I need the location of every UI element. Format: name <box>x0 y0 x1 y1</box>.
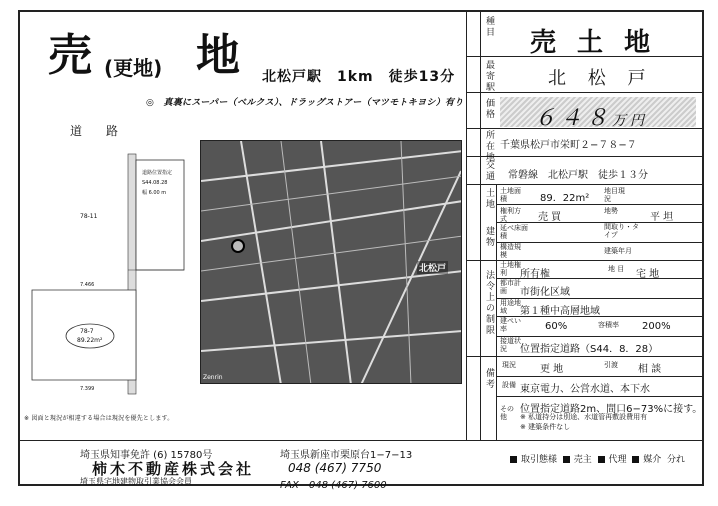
far-label: 容積率 <box>598 321 619 329</box>
land-rights-label: 権利方式 <box>500 207 521 223</box>
price-unit: 万円 <box>612 113 649 129</box>
other-value-2: ※ 私道持分は別途、水道管再敷設費用有 <box>520 413 648 421</box>
property-kind: 売 土 地 <box>530 28 657 58</box>
deal-types <box>510 452 685 465</box>
coverage-label: 建ぺい率 <box>500 317 521 333</box>
checkbox-square-icon <box>632 456 639 463</box>
far-value: 200% <box>642 321 671 332</box>
other-value-1: 位置指定道路2m、間口6−73%に接す。 <box>520 404 703 415</box>
road-access-label: 接道状況 <box>500 337 521 353</box>
lot-area: 89.22m² <box>77 337 103 344</box>
bldg-layout-label: 間取り・タイプ <box>604 223 639 239</box>
lot-number: 78-7 <box>80 328 94 335</box>
label-legal: 法令上の制限 <box>484 270 494 336</box>
handover-label: 引渡 <box>604 361 618 369</box>
other-label: その他 <box>500 405 514 421</box>
footer-fax: FAX 048 (467) 7600 <box>280 480 387 491</box>
status-value: 更 地 <box>540 364 564 375</box>
headline-land: 地 <box>196 30 240 81</box>
permit-box <box>136 160 184 270</box>
city-plan-label: 都市計画 <box>500 279 521 295</box>
footer-tel: 048 (467) 7750 <box>288 461 382 475</box>
deal-type-seller: 売主 <box>573 455 592 465</box>
label-building: 建物 <box>484 226 494 248</box>
headline-station-access: 北松戸駅 1km 徒歩13分 <box>262 69 456 85</box>
footer-license: 埼玉県知事免許 (6) 15780号 <box>80 450 213 461</box>
utilities-label: 設備 <box>502 381 516 389</box>
label-transport: 交通 <box>484 160 494 182</box>
price-number: ６４８ <box>534 106 613 131</box>
checkbox-square-icon <box>598 456 605 463</box>
land-road-label: 地目現況 <box>604 187 625 203</box>
status-label: 現況 <box>502 361 516 369</box>
city-plan-value: 市街化区域 <box>520 287 570 298</box>
nearby-note: ◎ 真裏にスーパー（ベルクス）、ドラッグストアー（マツモトキヨシ）有り <box>146 98 464 108</box>
dim-bottom: 7.399 <box>80 386 95 392</box>
headline-type: (更地) <box>104 56 163 80</box>
footer-association: 埼玉県宅地建物取引業協会会員 <box>80 477 192 486</box>
price-value <box>534 101 648 132</box>
lot-width-top: 78-11 <box>80 213 98 220</box>
other-value-3: ※ 建築条件なし <box>520 423 571 431</box>
deal-type-split: 分れ <box>667 455 686 465</box>
coverage-value: 60% <box>545 321 568 332</box>
deal-type-agent: 代理 <box>608 455 627 465</box>
footer-address: 埼玉県新座市栗原台1−7−13 <box>280 450 413 461</box>
footer-divider <box>18 440 704 441</box>
label-kind: 種目 <box>484 16 494 38</box>
zoning-label: 用途地域 <box>500 299 521 315</box>
land-category-label: 地 目 <box>608 265 625 273</box>
svg-text:S44.08.28: S44.08.28 <box>142 180 168 186</box>
area-map <box>200 140 462 384</box>
svg-text:幅 6.00 m: 幅 6.00 m <box>142 190 167 196</box>
checkbox-square-icon <box>510 456 517 463</box>
zoning-value: 第１種中高層地域 <box>520 306 600 317</box>
dim-top: 7.466 <box>80 282 95 288</box>
footer-company: 柿木不動産株式会社 <box>92 460 255 478</box>
land-area-label: 土地面積 <box>500 187 521 203</box>
bldg-area-label: 延べ床面積 <box>500 224 528 240</box>
label-remarks: 備考 <box>484 368 494 390</box>
sketch-footnote: ※ 図面と現況が相違する場合は現況を優先とします。 <box>24 415 174 422</box>
label-price: 価格 <box>484 98 494 120</box>
handover-value: 相 談 <box>638 364 662 375</box>
main-divider <box>466 10 467 440</box>
land-category-value: 宅 地 <box>636 269 660 280</box>
land-area-value: 89．22m² <box>540 193 590 204</box>
location-pin-icon <box>231 239 245 253</box>
lot-sketch <box>20 140 200 410</box>
map-station-label: 北松戸 <box>417 261 448 274</box>
road-label: 道 路 <box>70 124 125 138</box>
nearest-station: 北 松 戸 <box>548 68 654 89</box>
permit-text: 道路位置指定 <box>142 170 173 176</box>
land-rights-value: 売 買 <box>538 212 562 223</box>
utilities-value: 東京電力、公営水道、本下水 <box>520 384 650 395</box>
checkbox-square-icon <box>563 456 570 463</box>
road-access-value: 位置指定道路（S44．8．28） <box>520 344 659 355</box>
bldg-date-label: 建築年月 <box>604 247 632 255</box>
deal-type-label: 取引態様 <box>521 455 558 465</box>
map-credit: Zenrin <box>203 374 223 381</box>
owner-value: 所有権 <box>520 269 550 280</box>
location-value: 千葉県松戸市栄町２−７８−７ <box>500 140 637 151</box>
label-station: 最寄駅 <box>484 60 494 93</box>
transport-value: 常磐線 北松戸駅 徒歩１３分 <box>508 170 648 181</box>
land-shape-label: 地勢 <box>604 207 618 215</box>
headline-sale: 売 <box>48 30 92 81</box>
bldg-struct-label: 構造規模 <box>500 243 521 259</box>
label-location: 所在地 <box>484 130 494 163</box>
deal-type-broker: 媒介 <box>643 455 662 465</box>
label-land: 土地 <box>484 188 494 210</box>
lot-outline <box>32 290 136 380</box>
land-shape-value: 平 坦 <box>650 212 674 223</box>
owner-label: 土地権利 <box>500 261 521 277</box>
